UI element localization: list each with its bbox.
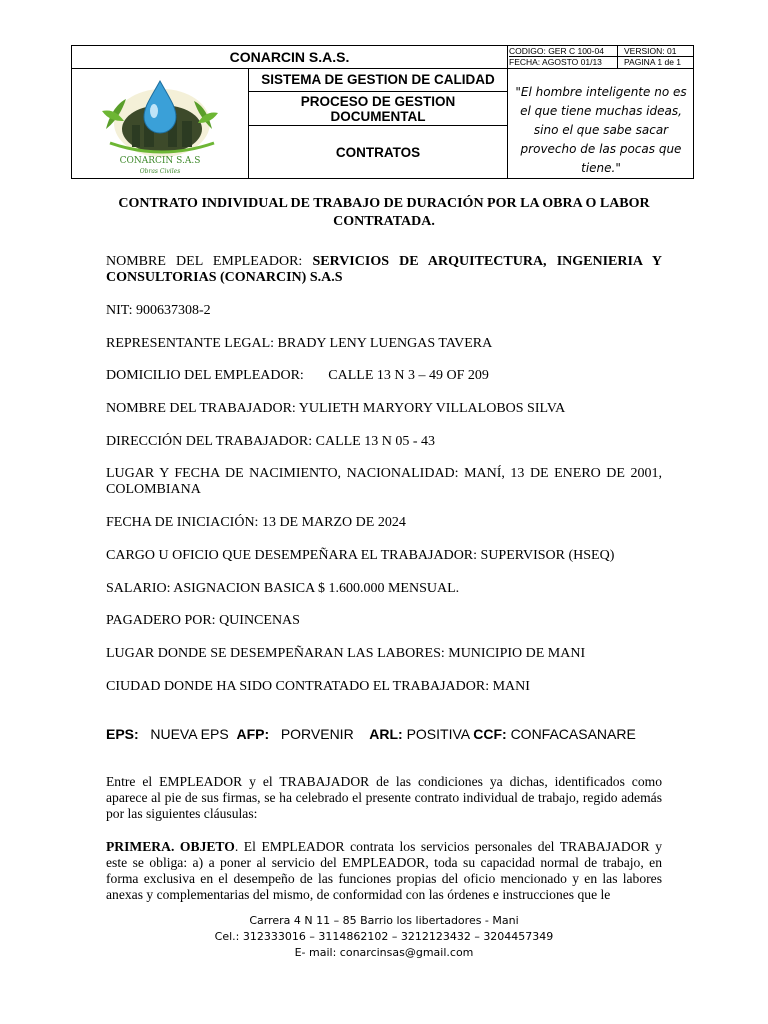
- quality-system-title: SISTEMA DE GESTION DE CALIDAD: [249, 69, 508, 92]
- logo-image: [72, 69, 248, 179]
- payment-field: PAGADERO POR: QUINCENAS: [106, 613, 300, 628]
- ccf-label: CCF:: [473, 726, 507, 742]
- footer-email: E- mail: conarcinsas@gmail.com: [294, 946, 474, 959]
- first-clause: [106, 839, 662, 903]
- eps-value: NUEVA EPS: [150, 726, 229, 742]
- position-field: CARGO U OFICIO QUE DESEMPEÑARA EL TRABAJADOR: SUPERVISOR (HSEQ): [106, 548, 615, 563]
- employer-value-line2: CONSULTORIAS (CONARCIN) S.A.S: [106, 270, 343, 285]
- logo-tagline-text: Obras Civiles: [139, 168, 181, 175]
- intro-paragraph: Entre el EMPLEADOR y el TRABAJADOR de las condiciones ya dichas, identificados como aparece al pie de sus firmas, se ha celebrado el presente contrato individual de trabajo, regido además por las siguientes cláusulas:: [106, 774, 662, 821]
- employer-value-line1: SERVICIOS DE ARQUITECTURA, INGENIERIA Y: [312, 254, 662, 269]
- worker-address-field: DIRECCIÓN DEL TRABAJADOR: CALLE 13 N 05 - 43: [106, 434, 435, 449]
- birth-field: [106, 466, 662, 498]
- document-date: FECHA: AGOSTO 01/13: [509, 57, 602, 67]
- document-header: [71, 45, 694, 179]
- process-title-line2: DOCUMENTAL: [330, 109, 426, 124]
- company-logo: [72, 69, 249, 179]
- document-code-block: [508, 46, 618, 69]
- contract-title-line1: CONTRATO INDIVIDUAL DE TRABAJO DE DURACIÓN POR LA OBRA O LABOR: [118, 196, 650, 211]
- arl-label: ARL:: [369, 726, 403, 742]
- birth-line1: LUGAR Y FECHA DE NACIMIENTO, NACIONALIDAD: MANÍ, 13 DE ENERO DE 2001,: [106, 466, 662, 481]
- footer-address: Carrera 4 N 11 – 85 Barrio los libertadores - Mani: [249, 914, 519, 927]
- document-code: CODIGO: GER C 100-04: [509, 46, 617, 57]
- version-block: [618, 46, 694, 69]
- salary-field: SALARIO: ASIGNACION BASICA $ 1.600.000 MENSUAL.: [106, 581, 460, 596]
- first-clause-text: . El EMPLEADOR contrata los servicios personales del TRABAJADOR y este se obliga: a) a poner al servicio del EMPLEADOR, toda su capacidad normal de trabajo, en forma exclusiva en el desempeño de las funciones propias del oficio mencionado y en las labores anexas y complementarias del mismo, de conformidad con las órdenes e instrucciones que le: [106, 839, 662, 902]
- hire-city-field: CIUDAD DONDE HA SIDO CONTRATADO EL TRABAJADOR: MANI: [106, 679, 530, 694]
- arl-value: POSITIVA: [406, 726, 470, 742]
- footer: [0, 913, 768, 961]
- process-title: [249, 92, 508, 126]
- employer-address-field: DOMICILIO DEL EMPLEADOR: CALLE 13 N 3 – 49 OF 209: [106, 368, 489, 383]
- first-clause-label: PRIMERA. OBJETO: [106, 839, 235, 854]
- company-name: CONARCIN S.A.S.: [72, 46, 508, 69]
- document-version: VERSION: 01: [618, 46, 694, 57]
- afp-label: AFP:: [236, 726, 270, 742]
- page-number: PAGINA 1 de 1: [624, 57, 682, 67]
- start-date-field: FECHA DE INICIACIÓN: 13 DE MARZO DE 2024: [106, 515, 406, 530]
- header-quote: "El hombre inteligente no es el que tiene muchas ideas, sino el que sabe sacar provecho de las pocas que tiene.": [515, 85, 687, 175]
- nit-field: NIT: 900637308-2: [106, 303, 211, 318]
- contract-title-line2: CONTRATADA.: [333, 214, 435, 229]
- process-title-line1: PROCESO DE GESTION: [300, 94, 456, 109]
- ccf-value: CONFACASANARE: [510, 726, 636, 742]
- worker-name-field: NOMBRE DEL TRABAJADOR: YULIETH MARYORY VILLALOBOS SILVA: [106, 401, 566, 416]
- section-title: CONTRATOS: [249, 126, 508, 179]
- birth-line2: COLOMBIANA: [106, 482, 201, 497]
- work-place-field: LUGAR DONDE SE DESEMPEÑARAN LAS LABORES: MUNICIPIO DE MANI: [106, 646, 586, 661]
- legal-rep-field: REPRESENTANTE LEGAL: BRADY LENY LUENGAS TAVERA: [106, 336, 493, 351]
- logo-brand-text: CONARCIN S.A.S: [119, 156, 201, 166]
- eps-label: EPS:: [106, 726, 139, 742]
- afp-value: PORVENIR: [280, 726, 354, 742]
- benefits-line: [106, 726, 662, 742]
- employer-label: NOMBRE DEL EMPLEADOR:: [106, 254, 303, 269]
- employer-name-field: [106, 254, 662, 286]
- contract-title: [106, 195, 662, 231]
- footer-phones: Cel.: 312333016 – 3114862102 – 3212123432 – 3204457349: [214, 930, 554, 943]
